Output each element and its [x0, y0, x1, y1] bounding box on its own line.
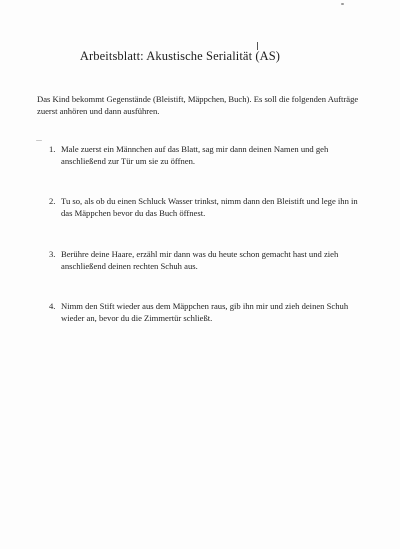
task-text: Male zuerst ein Männchen auf das Blatt, sag mir dann deinen Namen und geh anschließend zur Tür um sie zu öffnen.: [61, 144, 329, 166]
task-item: [49, 195, 359, 219]
task-number: 2.: [49, 196, 56, 206]
task-number: 4.: [49, 301, 56, 311]
task-number: 3.: [49, 249, 56, 259]
task-item: [49, 143, 359, 167]
page-title: Arbeitsblatt: Akustische Serialität (AS): [79, 49, 281, 63]
task-text: Tu so, als ob du einen Schluck Wasser trinkst, nimm dann den Bleistift und lege ihn in das Mäppchen bevor du das Buch öffnest.: [61, 196, 358, 218]
scan-speck: [36, 140, 42, 141]
scan-speck: [341, 3, 344, 5]
task-number: 1.: [49, 144, 56, 154]
task-text: Berühre deine Haare, erzähl mir dann was du heute schon gemacht hast und zieh anschließend deinen rechten Schuh aus.: [61, 249, 339, 271]
task-item: [49, 300, 359, 324]
intro-paragraph: Das Kind bekommt Gegenstände (Bleistift, Mäppchen, Buch). Es soll die folgenden Aufträge zuerst anhören und dann ausführen.: [37, 94, 359, 116]
task-text: Nimm den Stift wieder aus dem Mäppchen raus, gib ihn mir und zieh deinen Schuh wieder an, bevor du die Zimmertür schließt.: [61, 301, 349, 323]
task-item: [49, 248, 359, 272]
